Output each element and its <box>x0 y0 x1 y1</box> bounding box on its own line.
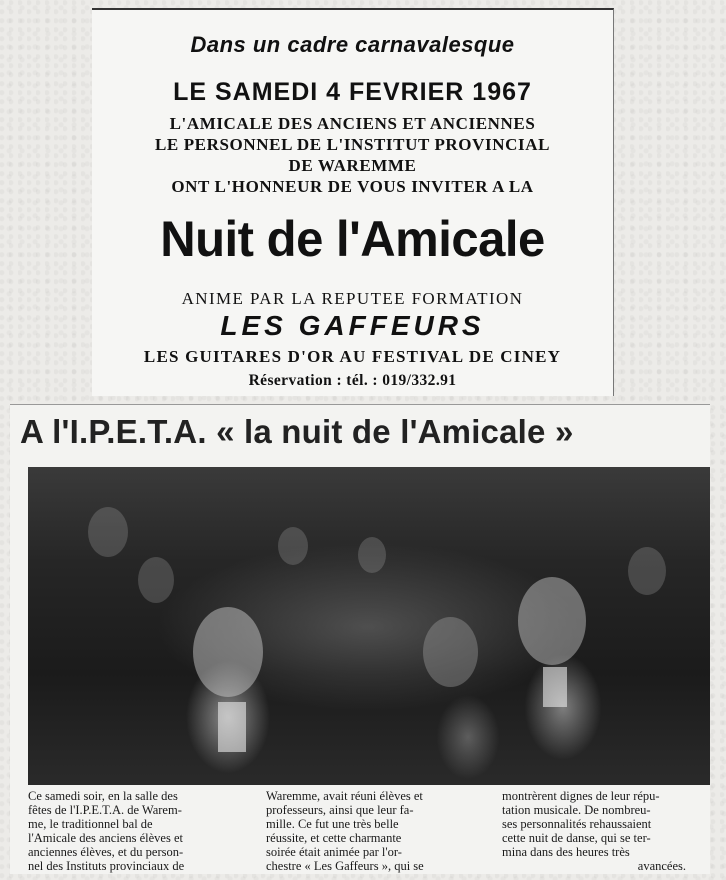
ad-body-line: L'AMICALE DES ANCIENS ET ANCIENNES <box>169 114 536 133</box>
ad-body-line: ONT L'HONNEUR DE VOUS INVITER A LA <box>171 177 534 196</box>
photo-figure <box>278 527 308 565</box>
article-body <box>28 789 710 873</box>
photo-figure <box>88 507 128 557</box>
article-line: chestre « Les Gaffeurs », qui se <box>266 859 424 873</box>
article-line: mille. Ce fut une très belle <box>266 817 399 831</box>
advertisement-clipping <box>92 8 614 396</box>
event-photo <box>28 467 710 785</box>
article-column <box>266 789 480 873</box>
photo-shirt <box>543 667 567 707</box>
article-line: me, le traditionnel bal de <box>28 817 153 831</box>
ad-body-line: LE PERSONNEL DE L'INSTITUT PROVINCIAL <box>154 135 551 154</box>
article-line: l'Amicale des anciens élèves et <box>28 831 183 845</box>
article-headline: A l'I.P.E.T.A. « la nuit de l'Amicale » <box>20 413 574 450</box>
photo-figure <box>138 557 174 603</box>
ad-band-note: LES GUITARES D'OR AU FESTIVAL DE CINEY <box>143 347 562 366</box>
article-column <box>28 789 242 873</box>
article-line: Waremme, avait réuni élèves et <box>266 789 423 803</box>
photo-face <box>518 577 586 665</box>
article-line: professeurs, ainsi que leur fa- <box>266 803 414 817</box>
photo-figure <box>628 547 666 595</box>
ad-date: LE SAMEDI 4 FEVRIER 1967 <box>173 78 532 106</box>
article-line: fêtes de l'I.P.E.T.A. de Warem- <box>28 803 182 817</box>
ad-event-title: Nuit de l'Amicale <box>160 211 545 267</box>
photo-figure <box>358 537 386 573</box>
ad-body-line: DE WAREMME <box>288 156 417 175</box>
article-line: nel des Instituts provinciaux de <box>28 859 185 873</box>
article-line: avancées. <box>637 859 686 873</box>
article-column <box>502 789 716 873</box>
article-line: anciennes élèves, et du person- <box>28 845 184 859</box>
article-line: soirée était animée par l'or- <box>266 845 402 859</box>
article-line: mina dans des heures très <box>502 845 630 859</box>
photo-shirt <box>218 702 246 752</box>
ad-reservation: Réservation : tél. : 019/332.91 <box>248 372 457 389</box>
article-line: tation musicale. De nombreu- <box>502 803 651 817</box>
article-clipping <box>10 404 710 874</box>
photo-face <box>423 617 478 687</box>
article-line: montrèrent dignes de leur répu- <box>502 789 660 803</box>
article-line: cette nuit de danse, qui se ter- <box>502 831 651 845</box>
ad-anime-line: ANIME PAR LA REPUTEE FORMATION <box>181 289 524 308</box>
article-line: réussite, et cette charmante <box>266 831 402 845</box>
photo-face <box>193 607 263 697</box>
article-line: Ce samedi soir, en la salle des <box>28 789 178 803</box>
ad-band-name: LES GAFFEURS <box>220 310 485 341</box>
ad-tagline: Dans un cadre carnavalesque <box>190 32 515 57</box>
article-line: ses personnalités rehaussaient <box>502 817 652 831</box>
